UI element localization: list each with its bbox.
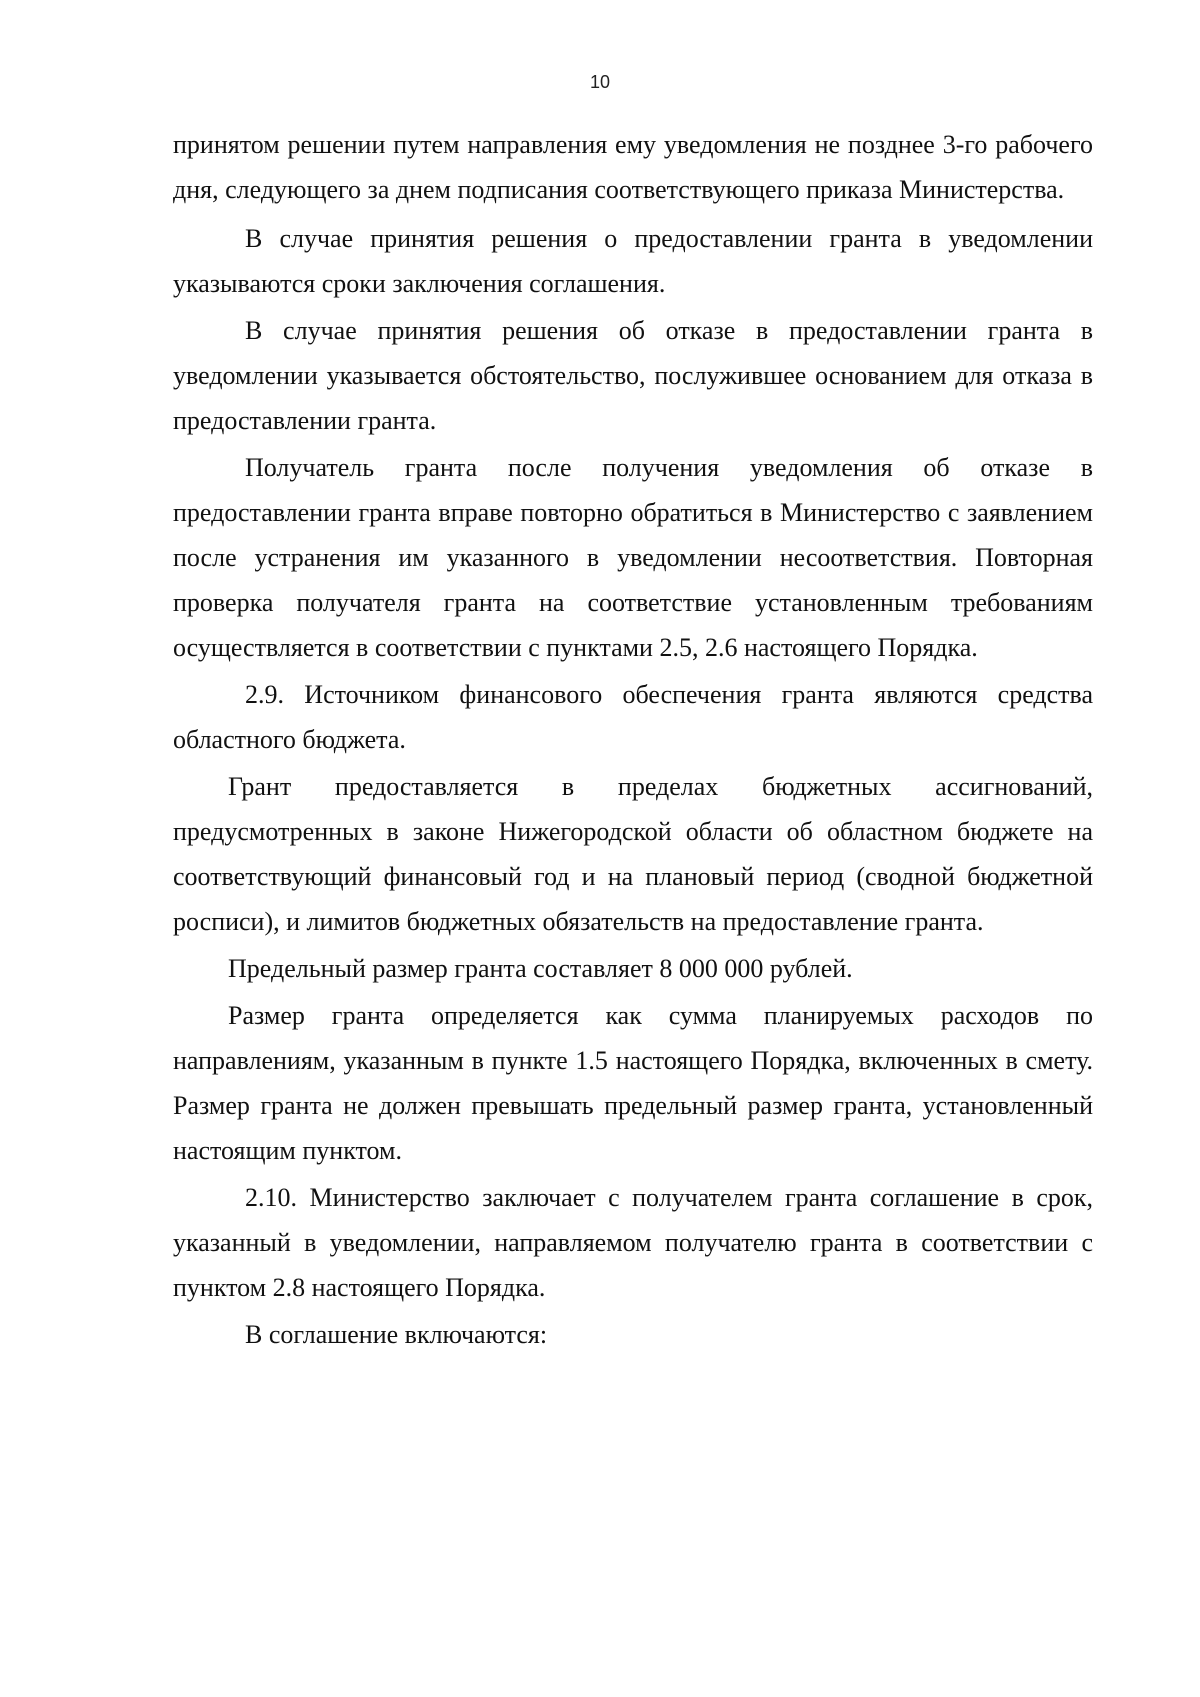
- document-body: [173, 122, 1093, 1357]
- page-number: 10: [589, 72, 611, 92]
- paragraph-grant-refusal: В случае принятия решения об отказе в предоставлении гранта в уведомлении указывается обстоятельство, послужившее основанием для отказа в предоставлении гранта.: [173, 316, 1093, 435]
- paragraph-2-10-agreement: 2.10. Министерство заключает с получателем гранта соглашение в срок, указанный в уведомлении, направляемом получателю гранта в соответствии с пунктом 2.8 настоящего Порядка.: [173, 1183, 1093, 1302]
- paragraph-reapplication: Получатель гранта после получения уведомления об отказе в предоставлении гранта вправе повторно обратиться в Министерство с заявлением после устранения им указанного в уведомлении несоответствия. Повторная проверка получателя гранта на соответствие установленным требованиям осуществляется в соответствии с пунктами 2.5, 2.6 настоящего Порядка.: [173, 453, 1093, 662]
- paragraph-grant-size: Размер гранта определяется как сумма планируемых расходов по направлениям, указанным в пункте 1.5 настоящего Порядка, включенных в смету. Размер гранта не должен превышать предельный размер гранта, установленный настоящим пунктом.: [173, 1001, 1093, 1165]
- paragraph-agreement-includes: В соглашение включаются:: [245, 1320, 548, 1349]
- paragraph-max-grant-amount: Предельный размер гранта составляет 8 000 000 рублей.: [228, 954, 853, 983]
- paragraph-continuation: принятом решении путем направления ему уведомления не позднее 3-го рабочего дня, следующего за днем подписания соответствующего приказа Министерства.: [173, 130, 1093, 204]
- paragraph-2-9-funding-source: 2.9. Источником финансового обеспечения гранта являются средства областного бюджета.: [173, 680, 1093, 754]
- paragraph-grant-approval: В случае принятия решения о предоставлении гранта в уведомлении указываются сроки заключения соглашения.: [173, 224, 1093, 298]
- paragraph-budget-limits: Грант предоставляется в пределах бюджетных ассигнований, предусмотренных в законе Нижегородской области об областном бюджете на соответствующий финансовый год и на плановый период (сводной бюджетной росписи), и лимитов бюджетных обязательств на предоставление гранта.: [173, 772, 1093, 936]
